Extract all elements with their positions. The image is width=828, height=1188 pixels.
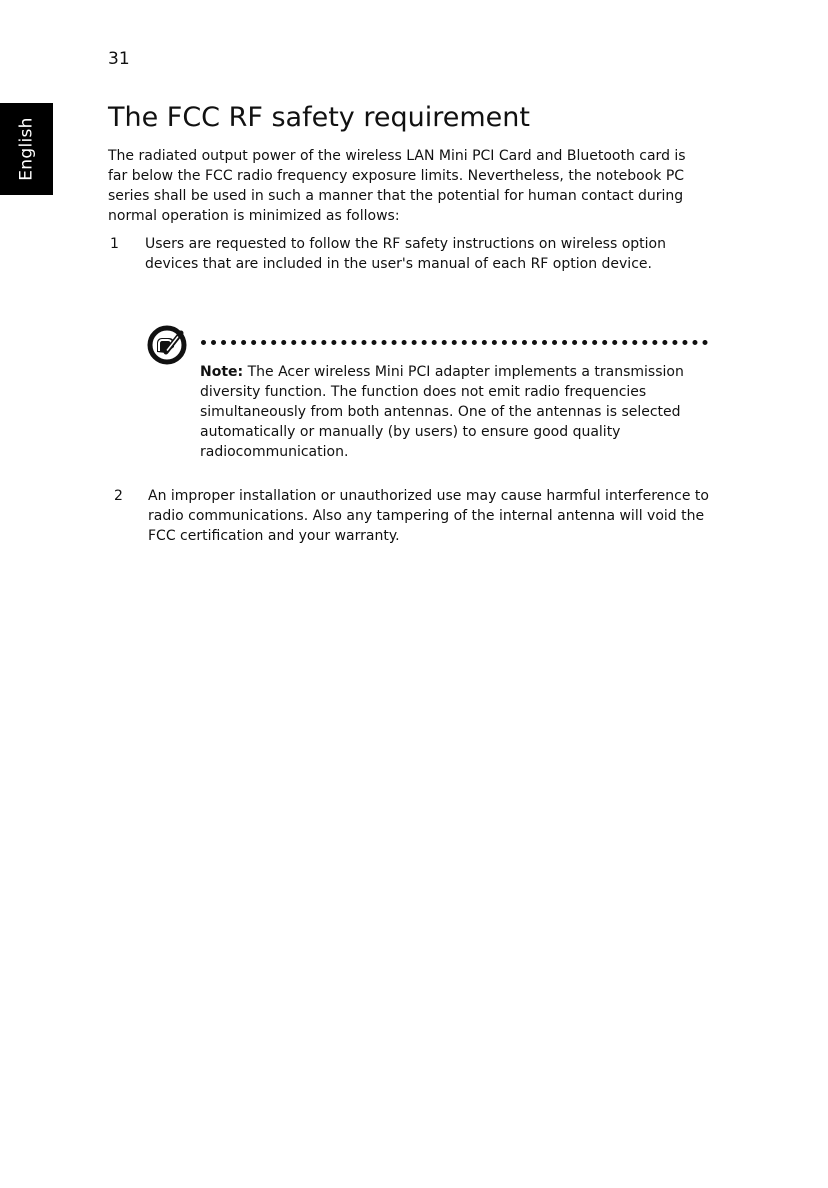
page-number: 31 (108, 49, 130, 69)
language-tab-label: English (16, 117, 37, 181)
note-body: The Acer wireless Mini PCI adapter implements a transmission diversity function. The function does not emit radio frequencies simultaneously from both antennas. One of the antennas is selected automatically or manually (by users) to ensure good quality radiocommunication. (200, 364, 684, 460)
language-tab (0, 103, 53, 195)
list-item-text: Users are requested to follow the RF safety instructions on wireless option devices that are included in the user's manual of each RF option device. (145, 236, 666, 272)
note-text (200, 362, 700, 462)
note-divider (201, 340, 708, 345)
note-label: Note: (200, 364, 244, 380)
intro-paragraph: The radiated output power of the wireless LAN Mini PCI Card and Bluetooth card is far below the FCC radio frequency exposure limits. Nevertheless, the notebook PC series shall be used in such a manner that the potential for human contact during normal operation is minimized as follows: (108, 148, 686, 224)
note-pencil-icon (146, 324, 188, 366)
section-title: The FCC RF safety requirement (108, 102, 530, 133)
list-item-number: 2 (114, 488, 123, 504)
list-item-text: An improper installation or unauthorized use may cause harmful interference to radio communications. Also any tampering of the internal antenna will void the FCC certification and your warranty. (148, 488, 709, 544)
list-item-number: 1 (110, 236, 119, 252)
